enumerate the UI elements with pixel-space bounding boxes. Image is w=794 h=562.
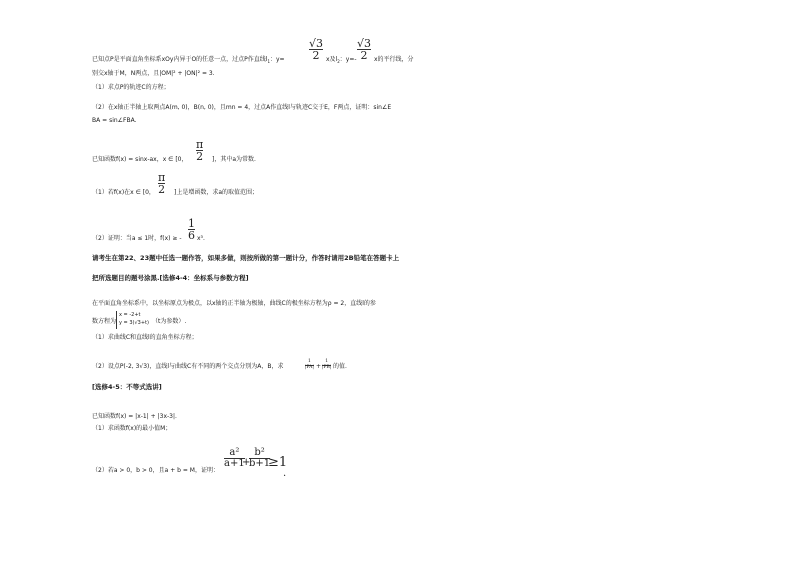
- pb-den: |PB|: [322, 364, 332, 370]
- problem2-stem-b: ]，其中a为常数.: [212, 156, 256, 163]
- pa-num: 1: [308, 359, 311, 364]
- problem4-plus: +: [242, 457, 251, 468]
- fraction-denominator: 2: [360, 49, 368, 62]
- fraction-denominator: 2: [196, 150, 204, 163]
- frac-b2-over-b1: [249, 448, 270, 469]
- b1-denominator: b+1: [249, 458, 271, 469]
- problem1-stem-mid: x及$l_2$：y=-: [326, 56, 357, 65]
- pi-numerator: π: [158, 171, 166, 184]
- problem1-stem-b: ：y=: [270, 56, 285, 63]
- frac-pb: [322, 360, 331, 370]
- six-denominator: 6: [188, 229, 195, 242]
- problem2-q2-a: （2）证明：当a ≤ 1时，f(x) ≥ -: [92, 235, 182, 242]
- problem2-q1-a: （1）若f(x)在x ∈ [0，: [92, 189, 155, 196]
- pi-over-2-b: [158, 172, 165, 195]
- problem2-stem-a: 已知函数f(x) = sinx-ax，x ∈ [0，: [92, 156, 188, 163]
- equation-system: [116, 311, 149, 329]
- problem1-stem-line2: 别交x轴于M，N两点，且|OM|² + |ON|² = 3.: [92, 70, 215, 77]
- section-45-heading: [选修4-5：不等式选讲]: [92, 383, 162, 391]
- problem4-period: .: [283, 468, 287, 479]
- fraction-denominator: 2: [312, 49, 320, 62]
- problem3-stem-line2-b: （t为参数）.: [152, 318, 187, 325]
- problem2-q1-b: ]上是增函数，求a的取值范围；: [174, 189, 259, 196]
- problem1-stem-end: x的平行线，分: [374, 56, 414, 63]
- instruction-line2: 把所选题目的题号涂黑.[选修4-4：坐标系与参数方程]: [92, 274, 249, 282]
- pa-den: |PA|: [305, 364, 314, 370]
- problem4-geq1: ≥1: [268, 455, 288, 470]
- b2-numerator: b²: [254, 447, 265, 458]
- pi-over-2-a: [196, 139, 203, 162]
- problem3-q2-a: （2）设点P(-2, 3√3)，直线l与曲线C有不同的两个交点分别为A，B，求: [92, 363, 284, 370]
- problem1-stem: 已知点P是平面直角坐标系xOy内异于O的任意一点，过点P作直线$l_1$：y=: [92, 56, 285, 65]
- problem1-q2-line2: BA = sin∠FBA.: [92, 117, 137, 124]
- problem1-stem-a: 已知点P是平面直角坐标系xOy内异于O的任意一点，过点P作直线l: [92, 56, 268, 63]
- problem3-stem-line2-a: 数方程为: [92, 318, 117, 325]
- system-bottom: y = 3(√3+t): [119, 320, 149, 326]
- problem1-q2-line1: （2）在x轴正半轴上取两点A(m, 0)，B(n, 0)，且mn = 4，过点A作直线l与轨迹C交于E，F两点，证明：sin∠E: [92, 104, 392, 111]
- instruction-line1: 请考生在第22、23题中任选一题作答，如果多做，则按所做的第一题计分，作答时请用2B铅笔在答题卡上: [92, 254, 400, 262]
- pi-numerator: π: [196, 138, 204, 151]
- problem3-stem-line1: 在平面直角坐标系中，以坐标原点为极点，以x轴的正半轴为极轴，曲线C的极坐标方程为ρ = 2，直线l的参: [92, 300, 376, 307]
- problem3-q2-b: 的值.: [333, 363, 347, 370]
- pb-num: 1: [325, 359, 329, 364]
- problem1-q1: （1）求点P的轨迹C的方程；: [92, 84, 170, 91]
- problem1-stem-c: x及l: [326, 56, 338, 63]
- problem1-stem-d: ：y=-: [339, 56, 357, 63]
- one-numerator: 1: [188, 217, 195, 230]
- problem2-q2-x3: x³.: [197, 235, 205, 242]
- problem4-q2: （2）若a > 0，b > 0，且a + b = M，证明：: [92, 467, 219, 474]
- frac-pa: [305, 360, 314, 370]
- a1-denominator: a+1: [224, 458, 245, 469]
- fraction-denominator: 2: [158, 183, 166, 196]
- problem4-q1: （1）求函数f(x)的最小值M；: [92, 425, 172, 432]
- one-sixth: [188, 218, 195, 241]
- problem3-q2-plus: +: [316, 363, 322, 370]
- problem4-stem: 已知函数f(x) = |x-1| + |3x-3|.: [92, 413, 177, 420]
- a2-numerator: a²: [229, 447, 240, 458]
- sqrt3-over-2-b: [357, 38, 371, 61]
- system-top: x = -2+t: [119, 312, 141, 318]
- sqrt3-over-2-a: [309, 38, 323, 61]
- sqrt3-numerator: √3: [357, 37, 372, 50]
- sqrt3-numerator: √3: [309, 37, 324, 50]
- problem3-q1: （1）求曲线C和直线l的直角坐标方程；: [92, 334, 198, 341]
